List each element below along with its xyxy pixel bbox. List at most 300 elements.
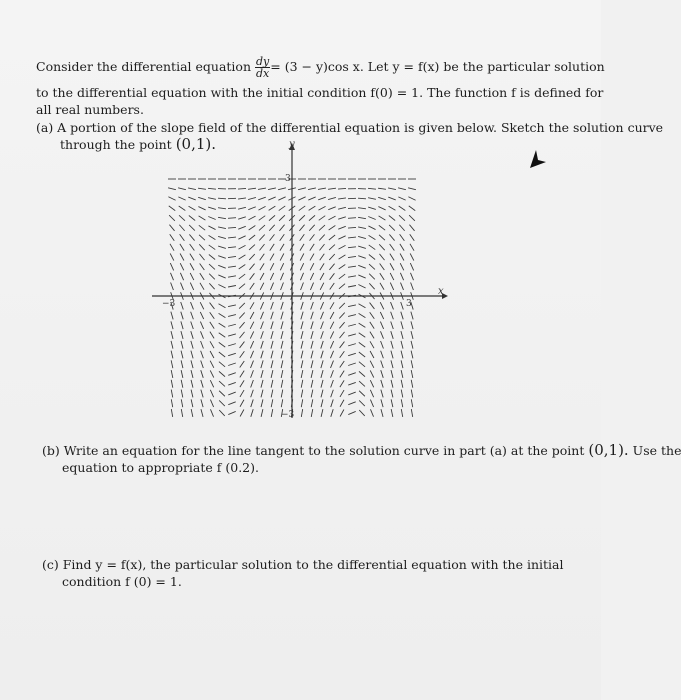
slope-segment xyxy=(301,341,303,349)
slope-segment xyxy=(411,341,413,349)
slope-segment xyxy=(218,275,225,278)
slope-segment xyxy=(359,381,365,386)
slope-segment xyxy=(310,273,313,280)
slope-segment xyxy=(311,360,313,368)
mouse-cursor-icon xyxy=(528,148,548,172)
slope-segment xyxy=(380,322,383,329)
slope-segment xyxy=(218,236,226,238)
slope-segment xyxy=(248,188,256,189)
slope-segment xyxy=(358,256,366,259)
slope-segment xyxy=(239,332,244,338)
slope-segment xyxy=(391,390,393,398)
slope-segment xyxy=(359,391,365,397)
slope-segment xyxy=(280,273,283,280)
slope-segment xyxy=(239,284,245,289)
slope-segment xyxy=(310,234,315,240)
slope-segment xyxy=(330,322,334,329)
slope-segment xyxy=(411,351,413,359)
slope-segment xyxy=(228,402,235,405)
slope-segment xyxy=(390,244,395,250)
slope-segment xyxy=(311,321,313,329)
slope-segment xyxy=(261,360,263,368)
slope-segment xyxy=(311,380,313,388)
slope-segment xyxy=(249,235,255,240)
slope-segment xyxy=(251,380,254,388)
part-a-text: through the point xyxy=(60,137,172,152)
intro-line-3: all real numbers. xyxy=(36,102,144,117)
slope-segment xyxy=(240,371,244,378)
slope-segment xyxy=(279,206,286,211)
slope-segment xyxy=(339,313,344,319)
slope-segment xyxy=(238,198,246,199)
slope-segment xyxy=(370,380,373,387)
slope-segment xyxy=(301,331,303,339)
slope-segment xyxy=(330,283,335,290)
slope-segment xyxy=(190,283,193,290)
slope-segment xyxy=(250,341,253,348)
slope-segment xyxy=(198,197,206,199)
slope-segment xyxy=(251,409,253,417)
slope-segment xyxy=(179,206,186,210)
slope-segment xyxy=(238,236,245,239)
slope-segment xyxy=(331,380,334,388)
slope-segment xyxy=(348,266,356,267)
slope-segment xyxy=(260,254,265,261)
slope-segment xyxy=(328,207,335,210)
slope-segment xyxy=(328,188,336,189)
slope-segment xyxy=(359,342,365,347)
slope-segment xyxy=(401,351,403,359)
slope-segment xyxy=(271,360,273,368)
part-b-point: (0,1). xyxy=(588,441,629,459)
slope-segment xyxy=(390,273,394,280)
slope-segment xyxy=(311,302,314,310)
slope-segment xyxy=(188,188,196,190)
slope-segment xyxy=(171,341,173,349)
slope-segment xyxy=(180,244,184,251)
slope-segment xyxy=(370,341,374,348)
slope-segment xyxy=(218,208,226,209)
slope-segment xyxy=(189,234,194,240)
slope-segment xyxy=(330,302,334,309)
slope-segment xyxy=(369,283,374,289)
slope-segment xyxy=(171,390,172,398)
slope-segment xyxy=(228,266,236,267)
slope-segment xyxy=(209,264,215,269)
slope-segment xyxy=(250,312,254,319)
slope-segment xyxy=(281,321,283,329)
slope-segment xyxy=(299,225,304,231)
slope-segment xyxy=(238,207,246,209)
slope-segment xyxy=(271,321,273,329)
slope-segment xyxy=(321,322,324,330)
slope-segment xyxy=(219,391,225,397)
slope-segment xyxy=(348,402,355,405)
x-tick-label-right: 3 xyxy=(406,299,412,309)
slope-segment xyxy=(260,302,263,309)
slope-segment xyxy=(370,370,374,377)
slope-segment xyxy=(411,360,413,368)
slope-segment xyxy=(239,264,246,269)
slope-segment xyxy=(201,380,203,388)
slope-segment xyxy=(270,273,273,280)
slope-segment xyxy=(329,235,335,240)
slope-segment xyxy=(411,331,413,339)
slope-segment xyxy=(261,399,263,407)
slope-segment xyxy=(321,409,323,417)
x-axis-label: x xyxy=(438,286,444,297)
part-a-line-1: (a) A portion of the slope field of the differential equation is given below. Sketch the solution curve xyxy=(36,120,664,135)
slope-segment xyxy=(261,312,264,319)
slope-segment xyxy=(218,265,225,268)
slope-segment xyxy=(228,286,236,288)
slope-segment xyxy=(281,302,283,310)
slope-segment xyxy=(320,302,323,309)
slope-segment xyxy=(210,312,215,319)
intro-text: Consider the differential equation xyxy=(36,59,251,74)
slope-segment xyxy=(399,225,404,231)
slope-segment xyxy=(281,370,283,378)
slope-segment xyxy=(348,315,356,317)
slope-segment xyxy=(191,360,193,368)
slope-segment xyxy=(329,245,335,250)
slope-segment xyxy=(321,360,323,368)
slope-segment xyxy=(389,225,395,231)
slope-segment xyxy=(240,361,245,368)
slope-segment xyxy=(218,227,226,229)
slope-segment xyxy=(308,197,315,200)
slope-segment xyxy=(328,197,336,199)
slope-segment xyxy=(331,370,334,377)
slope-segment xyxy=(359,333,366,338)
slope-segment xyxy=(190,244,195,250)
slope-segment xyxy=(339,284,345,289)
slope-segment xyxy=(331,361,334,368)
slope-segment xyxy=(391,370,393,378)
slope-segment xyxy=(410,253,414,260)
slope-segment xyxy=(370,409,373,416)
slope-segment xyxy=(358,236,366,238)
slope-segment xyxy=(368,188,376,189)
slope-segment xyxy=(260,273,264,280)
part-a-point: (0,1). xyxy=(175,135,217,153)
slope-segment xyxy=(300,273,303,280)
slope-segment xyxy=(228,392,235,395)
slope-segment xyxy=(379,244,384,250)
slope-segment xyxy=(278,197,285,200)
slope-segment xyxy=(401,370,403,378)
slope-segment xyxy=(381,370,383,378)
slope-segment xyxy=(338,245,345,249)
slope-segment xyxy=(271,341,273,349)
slope-segment xyxy=(321,390,323,398)
slope-segment xyxy=(340,380,344,387)
slope-segment xyxy=(300,263,303,270)
slope-segment xyxy=(401,360,403,368)
slope-segment xyxy=(261,341,264,349)
slope-segment xyxy=(180,234,185,240)
slope-segment xyxy=(348,227,356,228)
slope-segment xyxy=(261,390,263,398)
slope-segment xyxy=(359,362,365,367)
slope-segment xyxy=(370,400,373,407)
slope-segment xyxy=(199,235,205,240)
equation-rhs: = (3 − y)cos x xyxy=(270,59,360,74)
slope-segment xyxy=(249,226,256,230)
slope-segment xyxy=(169,206,175,211)
slope-segment xyxy=(301,370,303,378)
slope-segment xyxy=(310,254,314,261)
slope-segment xyxy=(228,227,236,228)
slope-segment xyxy=(320,263,324,270)
slope-segment xyxy=(180,263,184,270)
slope-segment xyxy=(311,331,313,339)
slope-segment xyxy=(240,390,244,397)
slope-segment xyxy=(198,207,205,210)
slope-segment xyxy=(320,283,324,290)
slope-segment xyxy=(380,312,383,319)
slope-segment xyxy=(409,225,414,231)
slope-segment xyxy=(359,352,365,357)
slope-segment xyxy=(228,382,236,385)
slope-segment xyxy=(210,303,215,309)
slope-segment xyxy=(218,198,226,199)
slope-segment xyxy=(389,206,396,210)
slope-segment xyxy=(271,302,274,310)
slope-segment xyxy=(281,380,283,388)
slope-segment xyxy=(210,361,214,368)
slope-segment xyxy=(219,400,225,406)
slope-segment xyxy=(250,302,254,309)
slope-segment xyxy=(399,206,406,210)
slope-segment xyxy=(181,351,183,359)
slope-segment xyxy=(359,313,366,317)
slope-segment xyxy=(311,409,313,417)
slope-segment xyxy=(340,351,345,357)
slope-segment xyxy=(219,381,225,386)
slope-segment xyxy=(401,331,403,339)
derivative-fraction xyxy=(255,56,270,79)
slope-segment xyxy=(411,321,413,329)
slope-segment xyxy=(171,331,173,339)
slope-segment xyxy=(411,390,412,398)
slope-segment xyxy=(269,206,276,210)
slope-segment xyxy=(301,302,303,310)
slope-segment xyxy=(301,399,302,407)
slope-segment xyxy=(401,390,403,398)
slope-segment xyxy=(178,188,186,190)
slope-segment xyxy=(171,399,172,407)
slope-segment xyxy=(389,234,394,240)
part-b-line-2: equation to appropriate f (0.2). xyxy=(62,460,259,475)
slope-segment xyxy=(181,380,183,388)
slope-segment xyxy=(191,380,193,388)
slope-segment xyxy=(249,254,255,260)
slope-segment xyxy=(331,399,334,407)
slope-segment xyxy=(258,188,266,189)
slope-segment xyxy=(200,322,203,329)
slope-segment xyxy=(278,188,286,190)
slope-segment xyxy=(208,217,215,220)
slope-segment xyxy=(228,373,236,376)
slope-segment xyxy=(208,226,215,230)
slope-segment xyxy=(228,334,236,336)
slope-segment xyxy=(170,263,173,270)
slope-segment xyxy=(358,275,365,278)
slope-segment xyxy=(348,237,356,238)
slope-segment xyxy=(369,245,376,250)
slope-segment xyxy=(370,312,375,319)
slope-segment xyxy=(250,351,253,358)
slope-segment xyxy=(321,380,323,388)
intro-text-end: . Let y = f(x) be the particular solution xyxy=(359,59,605,74)
slope-segment xyxy=(358,227,366,229)
slope-segment xyxy=(311,390,313,398)
slope-segment xyxy=(228,276,236,277)
intro-line-1 xyxy=(36,56,605,79)
slope-segment xyxy=(380,264,385,270)
slope-segment xyxy=(209,245,216,250)
slope-segment xyxy=(200,312,203,319)
slope-segment xyxy=(171,283,174,290)
slope-segment xyxy=(318,188,326,189)
slope-segment xyxy=(250,331,253,338)
slope-segment xyxy=(180,254,184,261)
slope-segment xyxy=(270,254,274,261)
slope-segment xyxy=(381,351,384,359)
fraction-numerator: dy xyxy=(255,55,270,68)
slope-segment xyxy=(401,283,404,290)
slope-segment xyxy=(218,256,226,259)
slope-segment xyxy=(321,370,323,378)
slope-segment xyxy=(368,226,375,230)
slope-segment xyxy=(209,274,215,280)
slope-segment xyxy=(281,341,283,349)
slope-segment xyxy=(339,264,346,269)
slope-segment xyxy=(219,342,225,347)
slope-segment xyxy=(191,390,193,398)
slope-segment xyxy=(330,351,333,358)
slope-segment xyxy=(180,273,183,280)
slope-segment xyxy=(379,216,386,220)
slope-segment xyxy=(338,188,346,189)
slope-segment xyxy=(201,370,203,378)
slope-segment xyxy=(248,216,255,220)
slope-segment xyxy=(259,216,266,221)
slope-segment xyxy=(379,235,385,240)
slope-segment xyxy=(169,215,175,221)
slope-segment xyxy=(370,390,373,397)
slope-segment xyxy=(228,256,236,257)
slope-segment xyxy=(390,254,394,261)
slope-segment xyxy=(238,217,246,219)
slope-segment xyxy=(261,331,264,339)
slope-segment xyxy=(331,390,334,398)
part-b-text: (b) Write an equation for the line tangent to the solution curve in part (a) at the point xyxy=(42,443,585,458)
slope-segment xyxy=(270,283,273,290)
slope-segment xyxy=(340,390,344,397)
slope-segment xyxy=(300,253,304,260)
slope-segment xyxy=(209,283,214,289)
slope-segment xyxy=(271,409,273,417)
slope-segment xyxy=(309,215,315,220)
slope-segment xyxy=(311,341,313,349)
slope-segment xyxy=(329,264,334,270)
slope-segment xyxy=(370,303,375,309)
slope-segment xyxy=(378,197,386,199)
slope-segment xyxy=(359,323,366,327)
slope-segment xyxy=(299,215,305,221)
slope-segment xyxy=(391,312,394,320)
slope-segment xyxy=(219,304,226,308)
slope-segment xyxy=(248,207,255,210)
slope-segment xyxy=(369,235,376,239)
slope-segment xyxy=(270,263,274,270)
slope-segment xyxy=(208,207,216,209)
slope-segment xyxy=(210,341,214,348)
slope-segment xyxy=(228,411,235,414)
slope-segment xyxy=(191,351,193,359)
slope-segment xyxy=(339,255,346,259)
slope-segment xyxy=(169,225,174,231)
slope-segment xyxy=(218,285,225,288)
slope-segment xyxy=(369,254,375,259)
slope-segment xyxy=(239,255,246,259)
slope-segment xyxy=(208,198,216,200)
slope-segment xyxy=(338,217,346,219)
slope-segment xyxy=(271,351,273,359)
slope-segment xyxy=(258,206,265,210)
slope-segment xyxy=(370,322,374,329)
slope-segment xyxy=(348,286,356,288)
slope-segment xyxy=(321,351,323,359)
slope-segment xyxy=(258,197,266,200)
slope-segment xyxy=(358,285,365,288)
slope-segment xyxy=(411,370,413,378)
slope-segment xyxy=(411,380,413,388)
slope-segment xyxy=(228,218,236,219)
slope-segment xyxy=(228,315,236,317)
slope-segment xyxy=(368,198,376,200)
slope-segment xyxy=(380,273,384,280)
slope-segment xyxy=(330,273,335,279)
slope-segment xyxy=(191,341,193,349)
slope-segment xyxy=(398,197,405,200)
slope-segment xyxy=(260,283,264,290)
y-axis-label: y xyxy=(289,139,295,150)
slope-segment xyxy=(411,283,414,290)
slope-segment xyxy=(311,370,313,378)
slope-segment xyxy=(238,245,245,249)
slope-segment xyxy=(219,371,225,376)
slope-segment xyxy=(338,236,345,239)
slope-segment xyxy=(250,322,254,329)
slope-segment xyxy=(260,244,265,250)
slope-segment xyxy=(268,188,276,190)
slope-segment xyxy=(391,321,394,329)
slope-segment xyxy=(308,188,316,190)
slope-segment xyxy=(338,198,346,199)
slope-segment xyxy=(238,188,246,189)
slope-segment xyxy=(348,305,356,307)
slope-segment xyxy=(251,361,254,368)
slope-segment xyxy=(191,302,194,309)
slope-segment xyxy=(171,409,172,417)
slope-segment xyxy=(219,362,225,367)
slope-segment xyxy=(259,235,264,241)
slope-segment xyxy=(199,216,206,220)
slope-segment xyxy=(240,409,244,416)
